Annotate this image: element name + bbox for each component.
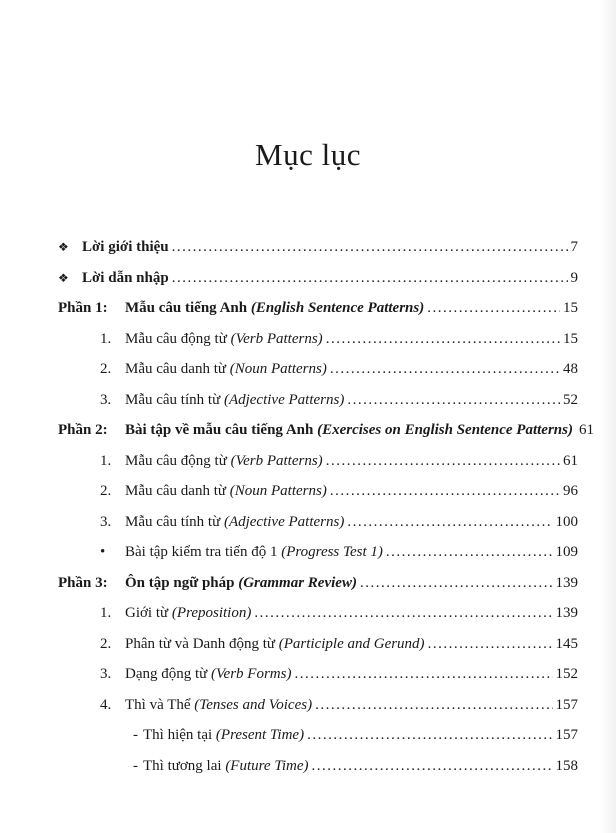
entry-title: Mẫu câu danh từ (Noun Patterns): [125, 361, 327, 377]
dot-leader: [347, 507, 552, 538]
entry-title-english: (Verb Patterns): [230, 330, 323, 347]
entry-title: Bài tập kiểm tra tiến độ 1 (Progress Test 1): [125, 544, 383, 560]
entry-title-english: (Progress Test 1): [281, 544, 383, 560]
toc-entry: [58, 232, 578, 263]
toc-list: [0, 232, 616, 781]
entry-title: Thì và Thể (Tenses and Voices): [125, 696, 313, 713]
entry-title: Mẫu câu động từ (Verb Patterns): [125, 452, 323, 469]
entry-page: 152: [555, 666, 578, 682]
toc-entry: [58, 354, 578, 385]
dot-leader: [326, 324, 560, 355]
toc-entry: [58, 720, 578, 751]
entry-title: Dạng động từ (Verb Forms): [125, 666, 292, 682]
entry-page: 139: [555, 574, 578, 591]
section-label: Phần 3:: [58, 574, 108, 591]
entry-page: 15: [563, 300, 578, 316]
entry-number: 1.: [100, 605, 112, 621]
dot-leader: [312, 751, 553, 782]
toc-entry: [58, 476, 578, 507]
dot-leader: [315, 690, 552, 721]
toc-entry: [58, 385, 578, 416]
dot-leader: [326, 446, 560, 477]
entry-page: 109: [555, 544, 578, 560]
toc-entry: [58, 537, 578, 568]
entry-title-english: (Exercises on English Sentence Patterns): [317, 422, 573, 438]
dot-leader: [172, 263, 568, 294]
toc-entry: [58, 659, 578, 690]
toc-entry: [58, 507, 578, 538]
diamond-bullet-icon: ❖: [58, 240, 69, 254]
entry-title: Lời dẫn nhập: [82, 269, 169, 286]
entry-title-english: (Verb Forms): [211, 666, 292, 682]
entry-number: 1.: [100, 452, 112, 469]
entry-title-english: (Tenses and Voices): [194, 696, 313, 713]
entry-title-english: (English Sentence Patterns): [250, 300, 425, 316]
entry-title: Mẫu câu động từ (Verb Patterns): [125, 330, 323, 347]
entry-page: 48: [563, 361, 578, 377]
entry-title-english: (Noun Patterns): [229, 361, 327, 377]
entry-title: Mẫu câu tính từ (Adjective Patterns): [125, 513, 345, 530]
entry-number: 2.: [100, 635, 112, 652]
entry-page: 61: [563, 452, 578, 469]
dot-leader: [428, 629, 553, 660]
toc-entry: [58, 598, 578, 629]
entry-title-english: (Adjective Patterns): [223, 513, 345, 530]
entry-number: 3.: [100, 391, 112, 408]
entry-page: 96: [563, 483, 578, 499]
entry-title-english: (Adjective Patterns): [223, 391, 345, 408]
entry-page: 7: [570, 239, 578, 255]
entry-page: 52: [563, 391, 578, 408]
entry-page: 158: [555, 757, 578, 774]
entry-page: 157: [555, 727, 578, 743]
diamond-bullet-icon: ❖: [58, 270, 69, 285]
entry-page: 145: [555, 635, 578, 652]
entry-title: Bài tập về mẫu câu tiếng Anh (Exercises on English Sentence Patterns): [125, 422, 573, 438]
dot-leader: [294, 659, 552, 690]
entry-title-english: (Noun Patterns): [229, 483, 327, 499]
dot-leader: [360, 568, 553, 599]
entry-title-english: (Grammar Review): [238, 574, 357, 591]
toc-entry: [58, 415, 594, 446]
entry-number: 2.: [100, 361, 112, 377]
dot-leader: [254, 598, 552, 629]
entry-title: Phân từ và Danh động từ (Participle and Gerund): [125, 635, 425, 652]
entry-title: Lời giới thiệu: [82, 239, 169, 255]
dash-marker: -: [133, 757, 138, 774]
entry-title-english: (Participle and Gerund): [278, 635, 425, 652]
toc-entry: [58, 293, 578, 324]
section-label: Phần 1:: [58, 300, 108, 316]
entry-page: 139: [555, 605, 578, 621]
entry-page: 9: [570, 269, 578, 286]
entry-title: Mẫu câu tiếng Anh (English Sentence Patterns): [125, 300, 425, 316]
page-title: Mục lục: [255, 137, 361, 172]
entry-title-english: (Future Time): [225, 757, 309, 774]
entry-title-english: (Preposition): [171, 605, 252, 621]
toc-entry: [58, 629, 578, 660]
toc-entry: [58, 751, 578, 782]
dash-marker: -: [133, 727, 138, 743]
entry-page: 61: [578, 422, 594, 438]
entry-page: 15: [563, 330, 578, 347]
entry-title-english: (Verb Patterns): [230, 452, 323, 469]
dot-leader: [347, 385, 560, 416]
entry-number: 1.: [100, 330, 112, 347]
entry-title: Thì tương lai (Future Time): [143, 757, 309, 774]
dot-leader: [427, 293, 560, 324]
dot-leader: [330, 354, 560, 385]
entry-number: 3.: [100, 666, 112, 682]
dot-leader: [307, 720, 552, 751]
entry-title: Thì hiện tại (Present Time): [143, 727, 305, 743]
entry-title: Mẫu câu tính từ (Adjective Patterns): [125, 391, 345, 408]
section-label: Phần 2:: [58, 422, 108, 438]
toc-entry: [58, 568, 578, 599]
entry-page: 100: [555, 513, 578, 530]
entry-number: 4.: [100, 696, 112, 713]
dot-leader: [386, 537, 553, 568]
toc-entry: [58, 446, 578, 477]
entry-number: 3.: [100, 513, 112, 530]
entry-number: 2.: [100, 483, 112, 499]
toc-entry: [58, 263, 578, 294]
dot-bullet-icon: •: [100, 544, 106, 560]
toc-entry: [58, 324, 578, 355]
entry-title: Ôn tập ngữ pháp (Grammar Review): [125, 574, 357, 591]
toc-entry: [58, 690, 578, 721]
dot-leader: [172, 232, 568, 263]
dot-leader: [330, 476, 560, 507]
entry-title: Mẫu câu danh từ (Noun Patterns): [125, 483, 327, 499]
entry-title-english: (Present Time): [215, 727, 305, 743]
entry-page: 157: [555, 696, 578, 713]
entry-title: Giới từ (Preposition): [125, 605, 252, 621]
